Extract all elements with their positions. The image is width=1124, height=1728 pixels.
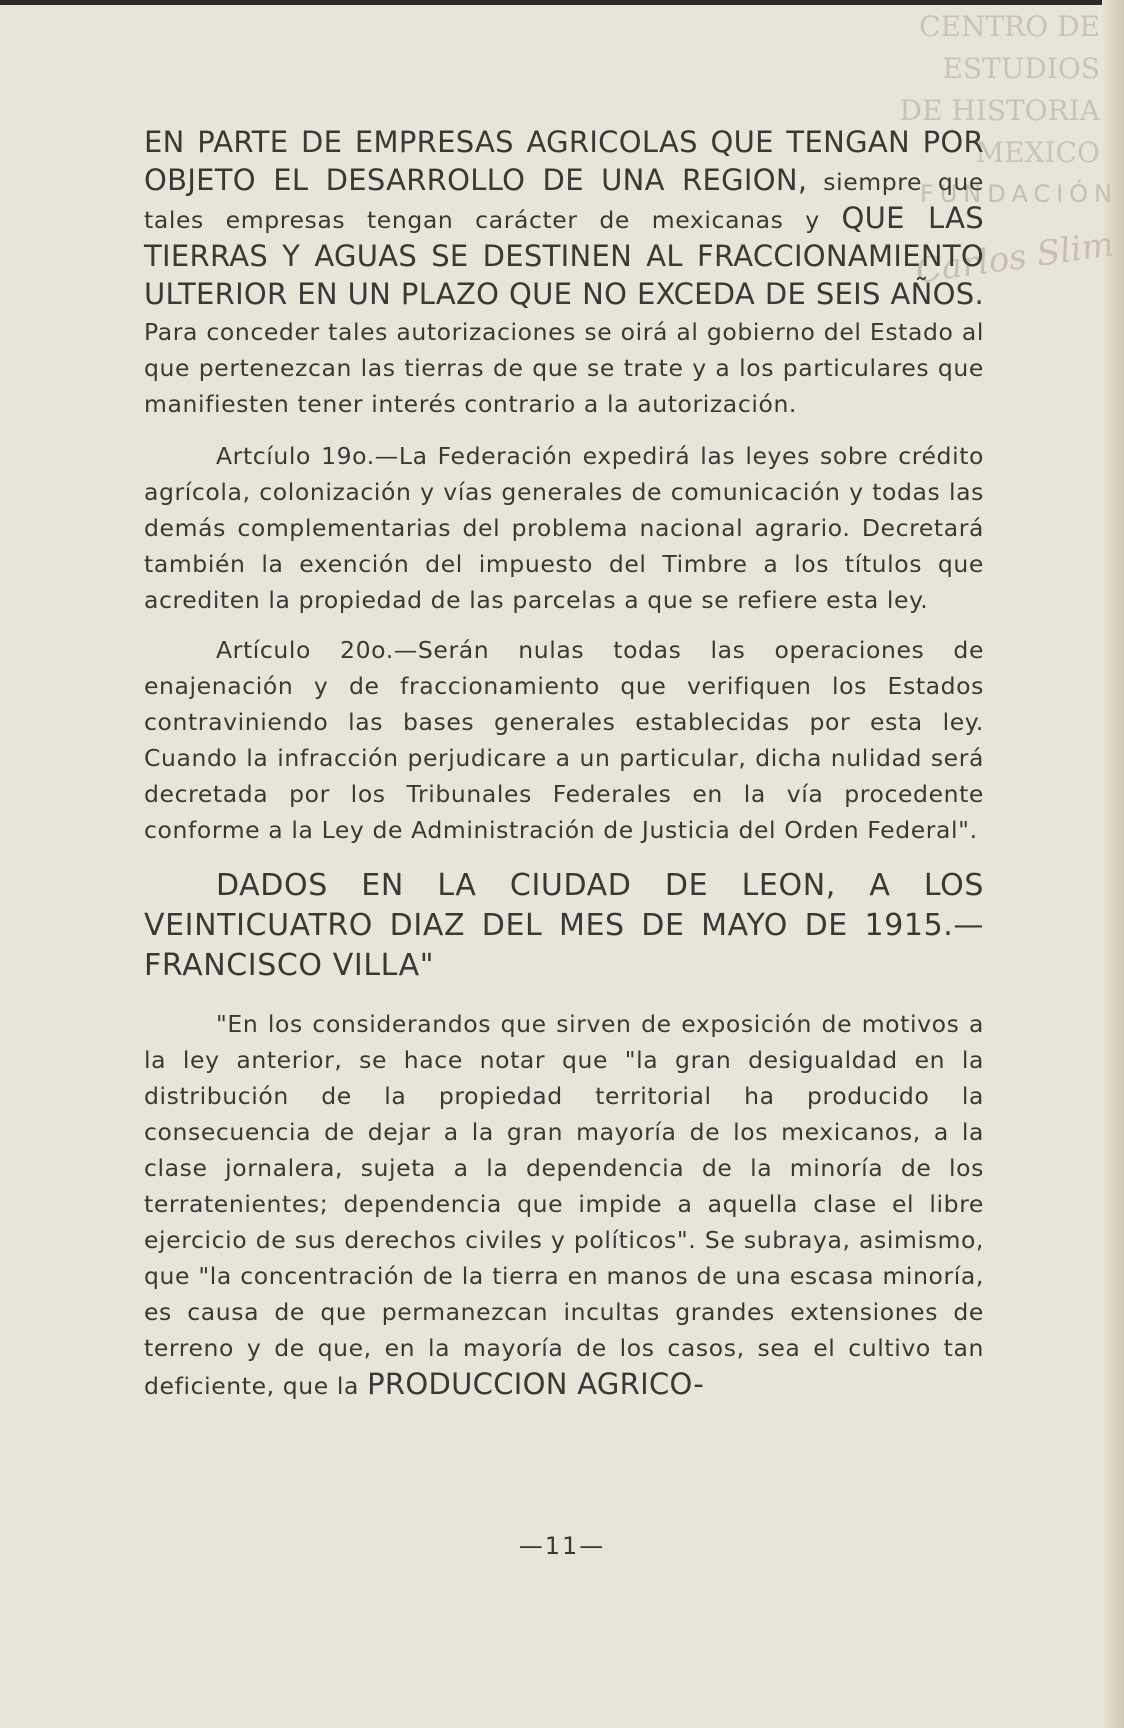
body-text: siempre que tales empresas tengan carácter de mexicanas y <box>144 168 984 234</box>
watermark-line: DE HISTORIA <box>899 94 1100 127</box>
caps-text: QUE LAS TIERRAS Y AGUAS SE DESTINEN AL FRACCIONAMIENTO ULTERIOR EN UN PLAZO QUE NO EXCEDA DE SEIS AÑOS. <box>144 201 985 311</box>
top-border <box>0 0 1124 5</box>
page-body <box>144 124 984 1404</box>
paragraph-article-20: Artículo 20o.—Serán nulas todas las operaciones de enajenación y de fraccionamiento que verifiquen los Estados contraviniendo las bases generales establecidas por esta ley. Cuando la infracción perjudicare a un particular, dicha nulidad será decretada por los Tribunales Federales en la vía procedente conforme a la Ley de Administración de Justicia del Orden Federal". <box>144 636 984 844</box>
watermark-line: MEXICO <box>975 136 1100 169</box>
paragraph-considerandos <box>144 1006 984 1404</box>
watermark-signature: Carlos Slim <box>912 224 1116 292</box>
body-text: "En los considerandos que sirven de exposición de motivos a la ley anterior, se hace notar que "la gran desigualdad en la distribución de la propiedad territorial ha producido la consecuencia de dejar a la gran mayoría de los mexicanos, a la clase jornalera, sujeta a la dependencia de la minoría de los terratenientes; dependencia que impide a aquella clase el libre ejercicio de sus derechos civiles y políticos". Se subraya, asimismo, que "la concentración de la tierra en manos de una escasa minoría, es causa de que permanezcan incultas grandes extensiones de terreno y de que, en la mayoría de los casos, sea el cultivo tan deficiente, que la <box>144 1010 984 1400</box>
paragraph-article-19: Artcíulo 19o.—La Federación expedirá las leyes sobre crédito agrícola, colonización y vías generales de comunicación y todas las demás complementarias del problema nacional agrario. Decretará también la exención del impuesto del Timbre a los títulos que acrediten la propiedad de las parcelas a que se refiere esta ley. <box>144 442 984 614</box>
watermark-line: ESTUDIOS <box>942 52 1100 85</box>
page-number: —11— <box>518 1532 606 1560</box>
paragraph-1 <box>144 124 984 422</box>
caps-text: PRODUCCION AGRICO- <box>367 1367 705 1401</box>
watermark-fundacion: FUNDACIÓN <box>919 180 1118 208</box>
body-text: Para conceder tales autorizaciones se oirá al gobierno del Estado al que pertenezcan las tierras de que se trate y a los particulares que manifiesten tener interés contrario a la autorización. <box>144 318 984 418</box>
closing-heading: DADOS EN LA CIUDAD DE LEON, A LOS VEINTICUATRO DIAZ DEL MES DE MAYO DE 1915.—FRANCISCO VILLA" <box>144 868 984 983</box>
caps-text: EN PARTE DE EMPRESAS AGRICOLAS QUE TENGAN POR OBJETO EL DESARROLLO DE UNA REGION, <box>144 125 984 197</box>
watermark-line: CENTRO DE <box>919 10 1100 43</box>
